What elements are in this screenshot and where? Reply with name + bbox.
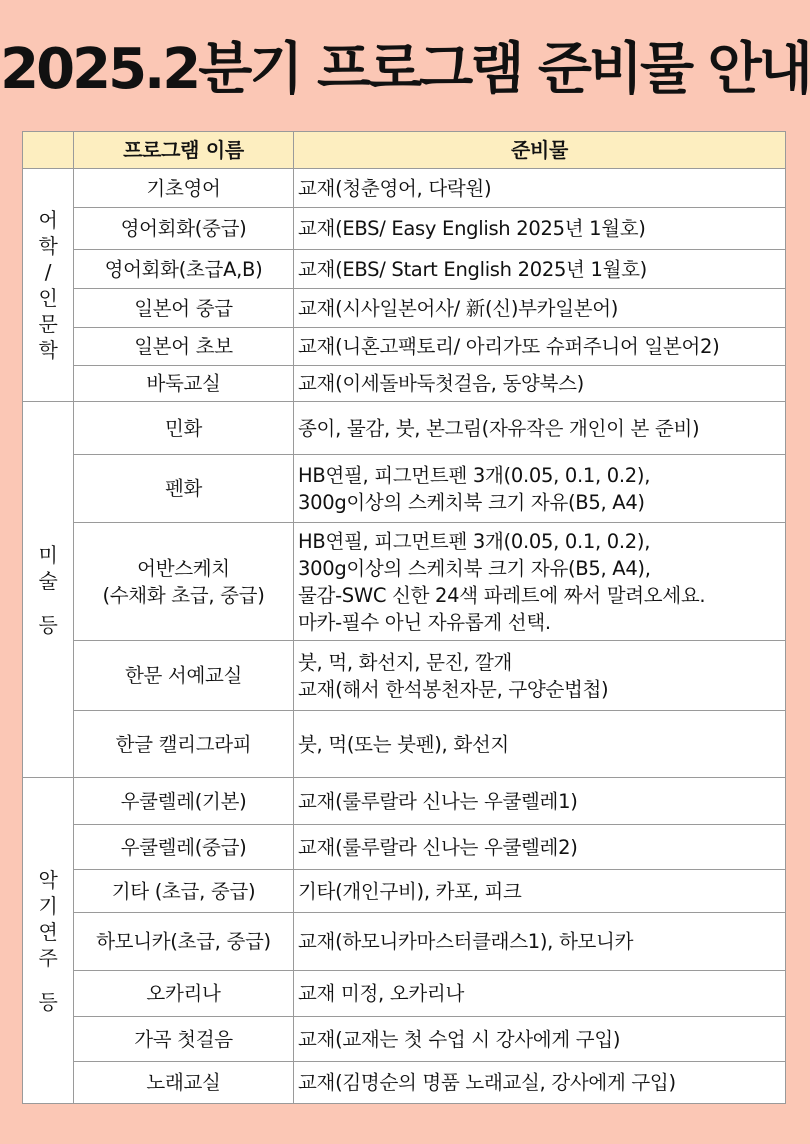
program-name-cell [74, 971, 294, 1017]
category-char: 등 [38, 612, 58, 637]
header-preparation: 준비물 [294, 132, 786, 169]
table-row [23, 971, 786, 1017]
preparation-line: 교재(시사일본어사/ 新(신)부카일본어) [298, 296, 619, 320]
category-cell [23, 169, 74, 402]
table-row [23, 711, 786, 778]
program-name-cell [74, 250, 294, 289]
category-char: 학 [38, 234, 58, 258]
preparation-line: 교재 미정, 오카리나 [298, 982, 464, 1005]
table-row [23, 402, 786, 455]
preparation-cell [294, 289, 786, 328]
preparation-line: 300g이상의 스케치북 크기 자유(B5, A4) [298, 490, 645, 514]
preparation-cell [294, 641, 786, 711]
preparation-line: HB연필, 피그먼트펜 3개(0.05, 0.1, 0.2), [298, 463, 651, 487]
table-row [23, 289, 786, 328]
program-name-cell [74, 913, 294, 971]
table-row [23, 778, 786, 825]
preparation-cell [294, 870, 786, 913]
table-body [23, 169, 786, 1104]
category-char: 등 [38, 989, 58, 1014]
program-name-cell [74, 778, 294, 825]
table-row [23, 1062, 786, 1104]
preparation-line: 교재(EBS/ Easy English 2025년 1월호) [298, 217, 646, 240]
preparation-cell [294, 825, 786, 870]
program-name: 우쿨렐레(중급) [120, 835, 247, 859]
preparation-line: 교재(룰루랄라 신나는 우쿨렐레2) [298, 835, 578, 859]
preparation-cell [294, 366, 786, 402]
category-cell [23, 402, 74, 778]
program-name: 어반스케치 [137, 556, 230, 580]
program-name: 기초영어 [146, 176, 221, 200]
preparation-line: 교재(이세돌바둑첫걸음, 동양북스) [298, 372, 584, 395]
program-name: 바둑교실 [146, 372, 221, 395]
program-name: 노래교실 [146, 1071, 221, 1094]
table-row [23, 1017, 786, 1062]
preparation-line: 기타(개인구비), 카포, 피크 [298, 879, 522, 903]
table-row [23, 250, 786, 289]
preparation-line: 붓, 먹(또는 붓펜), 화선지 [298, 732, 509, 756]
category-char: 미 [38, 542, 58, 567]
program-name-cell [74, 523, 294, 641]
category-cell [23, 778, 74, 1104]
preparation-line: 300g이상의 스케치북 크기 자유(B5, A4), [298, 556, 651, 580]
page-title: 2025.2분기 프로그램 준비물 안내 [0, 37, 810, 102]
header-category [23, 132, 74, 169]
program-name: 일본어 중급 [134, 296, 233, 320]
program-name: 한문 서예교실 [124, 664, 243, 687]
category-char [23, 594, 73, 612]
preparation-cell [294, 913, 786, 971]
preparation-line: 마카-필수 아닌 자유롭게 선택. [298, 610, 551, 634]
category-char: 기 [38, 893, 58, 918]
program-name-cell [74, 328, 294, 366]
category-char [23, 971, 73, 989]
preparation-cell [294, 402, 786, 455]
category-char: 술 [38, 568, 58, 593]
preparation-cell [294, 455, 786, 523]
preparation-cell [294, 711, 786, 778]
program-name: (수채화 초급, 중급) [102, 583, 265, 607]
category-char: 악 [38, 867, 58, 892]
preparation-line: 교재(하모니카마스터클래스1), 하모니카 [298, 930, 634, 953]
preparation-cell [294, 328, 786, 366]
program-name-cell [74, 169, 294, 208]
preparation-line: 교재(해서 한석봉천자문, 구양순법첩) [298, 677, 609, 701]
program-name-cell [74, 870, 294, 913]
program-name: 한글 캘리그라피 [115, 732, 252, 756]
program-name: 하모니카(초급, 중급) [96, 930, 271, 953]
program-name: 오카리나 [146, 982, 221, 1005]
program-name: 일본어 초보 [134, 335, 233, 358]
program-name: 영어회화(중급) [120, 217, 247, 240]
category-char: 학 [38, 338, 58, 362]
table-header-row [23, 132, 786, 169]
program-name: 기타 (초급, 중급) [111, 879, 256, 903]
table-row [23, 641, 786, 711]
preparation-cell [294, 169, 786, 208]
program-name-cell [74, 455, 294, 523]
preparation-line: 교재(니혼고팩토리/ 아리가또 슈퍼주니어 일본어2) [298, 335, 720, 358]
preparation-cell [294, 250, 786, 289]
program-name: 영어회화(초급A,B) [104, 257, 263, 281]
preparation-line: HB연필, 피그먼트펜 3개(0.05, 0.1, 0.2), [298, 529, 651, 553]
table-row [23, 913, 786, 971]
program-name: 우쿨렐레(기본) [120, 789, 247, 813]
program-name-cell [74, 402, 294, 455]
category-char: 연 [38, 919, 58, 944]
table-row [23, 825, 786, 870]
table-row [23, 208, 786, 250]
program-name-cell [74, 1017, 294, 1062]
table-row [23, 455, 786, 523]
table-row [23, 328, 786, 366]
program-name-cell [74, 289, 294, 328]
preparation-line: 붓, 먹, 화선지, 문진, 깔개 [298, 650, 513, 674]
program-name-cell [74, 711, 294, 778]
preparation-line: 교재(청춘영어, 다락원) [298, 176, 492, 200]
program-name-cell [74, 366, 294, 402]
program-name: 민화 [164, 416, 203, 440]
category-char: / [44, 260, 52, 284]
table-row [23, 870, 786, 913]
program-name: 펜화 [164, 477, 203, 500]
preparation-line: 교재(룰루랄라 신나는 우쿨렐레1) [298, 789, 578, 813]
preparation-cell [294, 1017, 786, 1062]
program-table [22, 131, 786, 1104]
preparation-cell [294, 778, 786, 825]
table-row [23, 366, 786, 402]
preparation-line: 물감-SWC 신한 24색 파레트에 짜서 말려오세요. [298, 583, 706, 607]
table-row [23, 523, 786, 641]
program-name-cell [74, 825, 294, 870]
preparation-line: 교재(EBS/ Start English 2025년 1월호) [298, 257, 647, 281]
category-char: 인 [38, 286, 58, 310]
program-name-cell [74, 1062, 294, 1104]
preparation-cell [294, 971, 786, 1017]
table-row [23, 169, 786, 208]
category-char: 주 [38, 945, 58, 970]
program-name: 가곡 첫걸음 [134, 1027, 233, 1051]
preparation-cell [294, 1062, 786, 1104]
preparation-cell [294, 523, 786, 641]
preparation-line: 교재(김명순의 명품 노래교실, 강사에게 구입) [298, 1071, 676, 1094]
program-name-cell [74, 641, 294, 711]
preparation-line: 종이, 물감, 붓, 본그림(자유작은 개인이 본 준비) [298, 416, 700, 440]
category-char: 문 [38, 312, 58, 336]
header-program-name: 프로그램 이름 [74, 132, 294, 169]
category-char: 어 [38, 208, 58, 232]
program-name-cell [74, 208, 294, 250]
preparation-line: 교재(교재는 첫 수업 시 강사에게 구입) [298, 1027, 621, 1051]
preparation-cell [294, 208, 786, 250]
